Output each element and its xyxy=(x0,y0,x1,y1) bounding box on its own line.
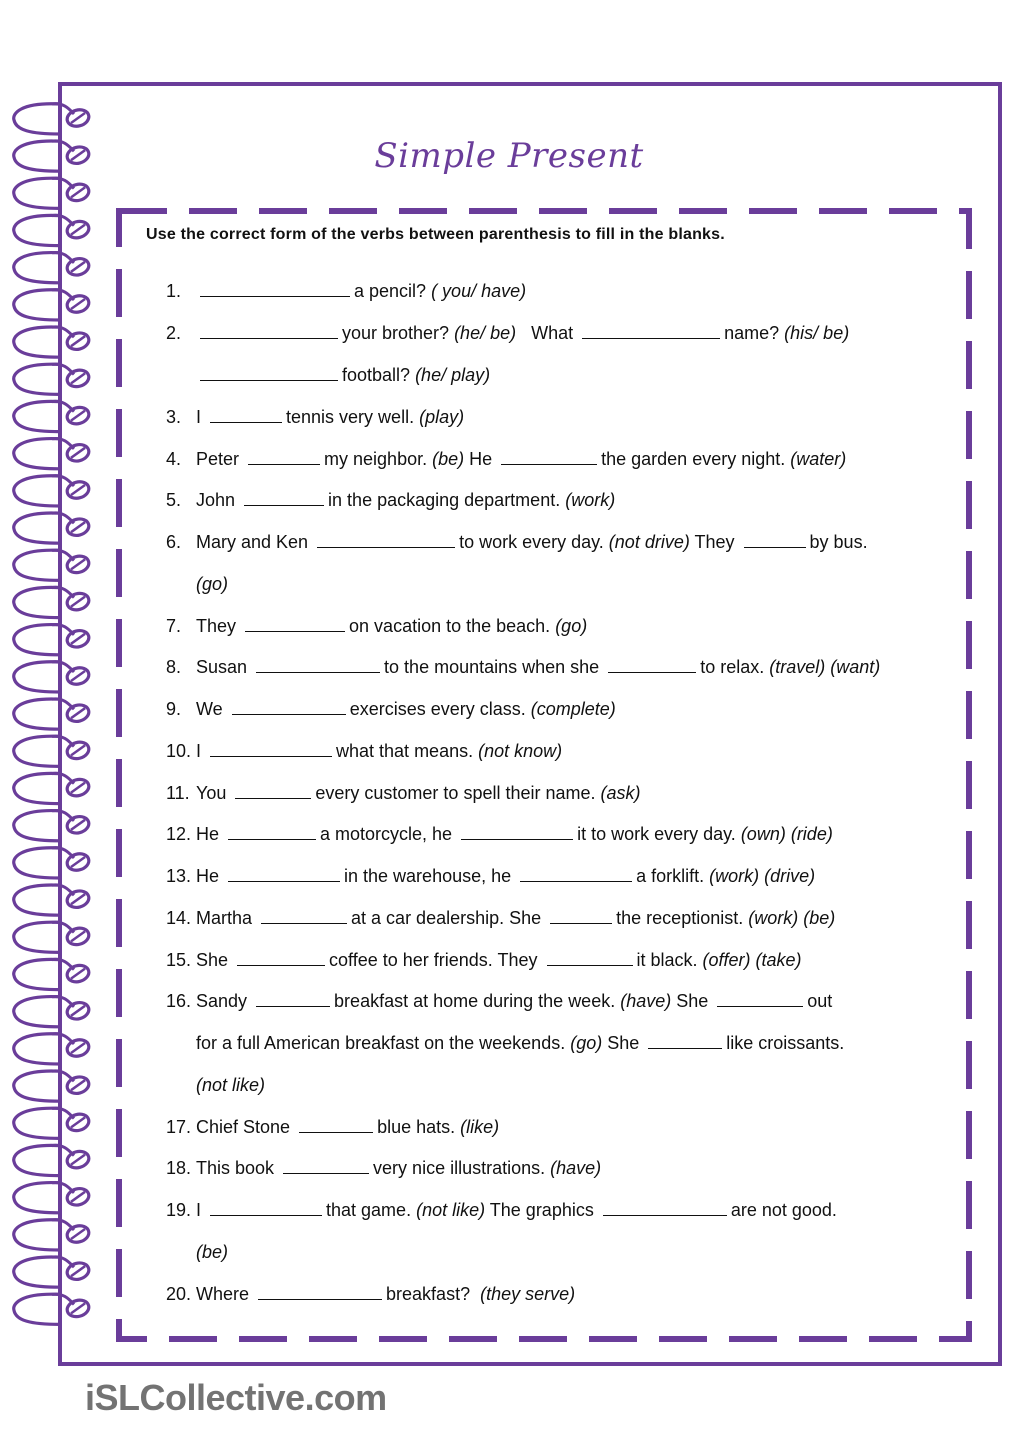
exercise-number: 7. xyxy=(166,616,182,636)
sentence-text: to the mountains when she xyxy=(384,657,605,677)
spiral-loop xyxy=(14,587,60,617)
answer-blank[interactable] xyxy=(550,908,612,924)
sentence-text: a forklift. xyxy=(636,866,710,886)
sentence-text: like croissants. xyxy=(726,1033,845,1053)
spiral-loop xyxy=(14,1183,60,1213)
answer-blank[interactable] xyxy=(200,365,338,381)
spiral-loop xyxy=(14,290,60,320)
instructions: Use the correct form of the verbs between parenthesis to fill in the blanks. xyxy=(146,226,725,243)
answer-blank[interactable] xyxy=(261,908,347,924)
verb-hint: (like) xyxy=(460,1117,500,1137)
verb-hint: (work) (be) xyxy=(748,908,836,928)
exercise-item xyxy=(166,656,880,678)
answer-blank[interactable] xyxy=(717,991,803,1007)
verb-hint: (his/ be) xyxy=(784,323,850,343)
spiral-loop xyxy=(14,885,60,915)
spiral-loop xyxy=(14,550,60,580)
verb-hint: (go) xyxy=(196,574,229,594)
verb-hint: (he/ be) xyxy=(454,323,517,343)
sentence-text: blue hats. xyxy=(377,1117,461,1137)
sentence-text: to work every day. xyxy=(459,532,609,552)
answer-blank[interactable] xyxy=(256,657,380,673)
answer-blank[interactable] xyxy=(258,1284,382,1300)
sentence-text: Chief Stone xyxy=(196,1117,296,1137)
exercise-number: 18. xyxy=(166,1158,192,1178)
spiral-loop xyxy=(14,1034,60,1064)
sentence-text: out xyxy=(807,991,833,1011)
exercise-number: 3. xyxy=(166,407,182,427)
verb-hint: (not like) xyxy=(196,1075,266,1095)
sentence-text: What xyxy=(516,323,579,343)
spiral-loop xyxy=(14,1108,60,1138)
spiral-loop xyxy=(14,625,60,655)
sentence-text: This book xyxy=(196,1158,280,1178)
sentence-text: football? xyxy=(342,365,416,385)
sentence-text: it black. xyxy=(636,950,703,970)
spiral-loop xyxy=(14,327,60,357)
verb-hint: (he/ play) xyxy=(415,365,491,385)
exercise-number: 6. xyxy=(166,532,182,552)
spiral-loop xyxy=(14,699,60,729)
exercise-item xyxy=(166,531,868,553)
exercise-item xyxy=(166,448,846,470)
exercise-number: 16. xyxy=(166,991,192,1011)
sentence-text: He xyxy=(464,449,498,469)
spiral-loop xyxy=(14,811,60,841)
exercise-item xyxy=(166,1199,837,1221)
verb-hint: (ask) xyxy=(600,783,641,803)
exercise-item xyxy=(166,990,832,1012)
exercise-item-continuation xyxy=(196,1074,265,1096)
sentence-text: on vacation to the beach. xyxy=(349,616,556,636)
answer-blank[interactable] xyxy=(200,323,338,339)
sentence-text: They xyxy=(196,616,242,636)
exercise-item xyxy=(166,949,802,971)
sentence-text: every customer to spell their name. xyxy=(315,783,601,803)
exercise-item xyxy=(166,698,616,720)
answer-blank[interactable] xyxy=(520,866,632,882)
sentence-text: by bus. xyxy=(809,532,868,552)
verb-hint: (go) xyxy=(555,616,588,636)
verb-hint: (they serve) xyxy=(480,1284,576,1304)
exercise-item xyxy=(166,865,815,887)
sentence-text: what that means. xyxy=(336,741,479,761)
exercise-number: 1. xyxy=(166,281,182,301)
spiral-loop xyxy=(14,848,60,878)
answer-blank[interactable] xyxy=(317,532,455,548)
spiral-loop xyxy=(14,997,60,1027)
sentence-text: Susan xyxy=(196,657,253,677)
spiral-loop xyxy=(14,1294,60,1324)
verb-hint: (complete) xyxy=(530,699,616,719)
exercise-item xyxy=(166,1116,499,1138)
verb-hint: (have) xyxy=(550,1158,602,1178)
verb-hint: (travel) (want) xyxy=(769,657,881,677)
answer-blank[interactable] xyxy=(608,657,696,673)
verb-hint: (not drive) xyxy=(608,532,690,552)
spiral-loop xyxy=(14,178,60,208)
spiral-loop xyxy=(14,662,60,692)
exercise-number: 10. xyxy=(166,741,192,761)
exercise-item xyxy=(166,406,464,428)
answer-blank[interactable] xyxy=(228,866,340,882)
spiral-loop xyxy=(14,476,60,506)
exercise-item xyxy=(166,907,835,929)
spiral-loop xyxy=(14,253,60,283)
sentence-text: name? xyxy=(724,323,785,343)
sentence-text: are not good. xyxy=(730,1200,837,1220)
sentence-text: Sandy xyxy=(196,991,253,1011)
sentence-text: the garden every night. xyxy=(601,449,791,469)
sentence-text: to relax. xyxy=(700,657,770,677)
exercise-number: 11. xyxy=(166,783,190,803)
spiral-loop xyxy=(14,1220,60,1250)
spiral-loop xyxy=(14,364,60,394)
answer-blank[interactable] xyxy=(582,323,720,339)
sentence-text: exercises every class. xyxy=(349,699,531,719)
verb-hint: (own) (ride) xyxy=(740,824,833,844)
sentence-text: a motorcycle, he xyxy=(320,824,458,844)
sentence-text: The graphics xyxy=(485,1200,599,1220)
sentence-text: Martha xyxy=(196,908,258,928)
exercise-item xyxy=(166,280,526,302)
sentence-text: We xyxy=(196,699,228,719)
spiral-loop xyxy=(14,1257,60,1287)
exercise-number: 13. xyxy=(166,866,192,886)
exercise-number: 19. xyxy=(166,1200,192,1220)
spiral-loop xyxy=(14,773,60,803)
sentence-text: I xyxy=(196,407,207,427)
spiral-loop xyxy=(14,959,60,989)
sentence-text: the receptionist. xyxy=(616,908,749,928)
verb-hint: ( you/ have) xyxy=(431,281,527,301)
answer-blank[interactable] xyxy=(237,950,325,966)
verb-hint: (play) xyxy=(419,407,465,427)
answer-blank[interactable] xyxy=(256,991,330,1007)
sentence-text: your brother? xyxy=(342,323,455,343)
answer-blank[interactable] xyxy=(283,1158,369,1174)
answer-blank[interactable] xyxy=(603,1200,727,1216)
sentence-text: very nice illustrations. xyxy=(373,1158,551,1178)
verb-hint: (not know) xyxy=(478,741,563,761)
spiral-loop xyxy=(14,401,60,431)
exercise-item xyxy=(166,489,615,511)
sentence-text: breakfast at home during the week. xyxy=(334,991,621,1011)
answer-blank[interactable] xyxy=(648,1033,722,1049)
sentence-text: He xyxy=(196,824,225,844)
spiral-loop xyxy=(14,215,60,245)
spiral-loop xyxy=(14,922,60,952)
sentence-text: breakfast? xyxy=(386,1284,481,1304)
sentence-text: that game. xyxy=(326,1200,417,1220)
answer-blank[interactable] xyxy=(248,449,320,465)
sentence-text: She xyxy=(196,950,234,970)
exercise-item-continuation xyxy=(196,1032,844,1054)
sentence-text: Peter xyxy=(196,449,245,469)
exercise-item xyxy=(166,740,562,762)
exercise-number: 17. xyxy=(166,1117,192,1137)
sentence-text: in the packaging department. xyxy=(328,490,566,510)
spiral-loop xyxy=(14,736,60,766)
sentence-text: She xyxy=(671,991,714,1011)
spiral-loop xyxy=(14,1145,60,1175)
sentence-text: He xyxy=(196,866,225,886)
verb-hint: (offer) (take) xyxy=(702,950,802,970)
verb-hint: (not like) xyxy=(416,1200,486,1220)
exercise-item xyxy=(166,615,587,637)
answer-blank[interactable] xyxy=(245,616,345,632)
sentence-text: I xyxy=(196,741,207,761)
verb-hint: (go) xyxy=(570,1033,603,1053)
sentence-text: it to work every day. xyxy=(577,824,741,844)
verb-hint: (be) xyxy=(196,1242,229,1262)
spiral-loop xyxy=(14,513,60,543)
answer-blank[interactable] xyxy=(501,449,597,465)
worksheet-title: Simple Present xyxy=(374,136,644,176)
answer-blank[interactable] xyxy=(461,824,573,840)
sentence-text: at a car dealership. She xyxy=(351,908,547,928)
answer-blank[interactable] xyxy=(210,741,332,757)
spiral-loop xyxy=(14,1071,60,1101)
verb-hint: (be) xyxy=(432,449,465,469)
exercise-number: 15. xyxy=(166,950,192,970)
spiral-loop xyxy=(14,439,60,469)
sentence-text: my neighbor. xyxy=(324,449,433,469)
answer-blank[interactable] xyxy=(232,699,346,715)
exercise-number: 14. xyxy=(166,908,192,928)
exercise-number: 2. xyxy=(166,323,182,343)
answer-blank[interactable] xyxy=(744,532,806,548)
sentence-text: for a full American breakfast on the weekends. xyxy=(196,1033,571,1053)
exercise-number: 20. xyxy=(166,1284,192,1304)
verb-hint: (work) (drive) xyxy=(709,866,816,886)
exercise-item xyxy=(166,782,641,804)
spiral-loop xyxy=(14,104,60,134)
sentence-text: They xyxy=(689,532,740,552)
answer-blank[interactable] xyxy=(210,407,282,423)
verb-hint: (water) xyxy=(790,449,847,469)
sentence-text: in the warehouse, he xyxy=(344,866,517,886)
exercise-item xyxy=(166,1157,601,1179)
exercise-number: 4. xyxy=(166,449,182,469)
answer-blank[interactable] xyxy=(235,783,311,799)
answer-blank[interactable] xyxy=(200,281,350,297)
exercise-number: 12. xyxy=(166,824,192,844)
exercise-item-continuation xyxy=(196,364,490,386)
exercise-item-continuation xyxy=(196,573,228,595)
exercise-number: 8. xyxy=(166,657,182,677)
answer-blank[interactable] xyxy=(228,824,316,840)
answer-blank[interactable] xyxy=(210,1200,322,1216)
exercise-item xyxy=(166,823,833,845)
exercise-item-continuation xyxy=(196,1241,228,1263)
verb-hint: (have) xyxy=(620,991,672,1011)
sentence-text: John xyxy=(196,490,241,510)
sentence-text: Where xyxy=(196,1284,255,1304)
answer-blank[interactable] xyxy=(547,950,633,966)
exercise-number: 5. xyxy=(166,490,182,510)
sentence-text: a pencil? xyxy=(354,281,432,301)
exercise-item xyxy=(166,322,849,344)
verb-hint: (work) xyxy=(565,490,616,510)
exercise-item xyxy=(166,1283,575,1305)
sentence-text: I xyxy=(196,1200,207,1220)
sentence-text: coffee to her friends. They xyxy=(329,950,543,970)
sentence-text: Mary and Ken xyxy=(196,532,314,552)
sentence-text: She xyxy=(602,1033,645,1053)
answer-blank[interactable] xyxy=(299,1117,373,1133)
answer-blank[interactable] xyxy=(244,490,324,506)
exercise-number: 9. xyxy=(166,699,182,719)
sentence-text: You xyxy=(196,783,232,803)
sentence-text: tennis very well. xyxy=(286,407,420,427)
watermark-logo: iSLCollective.com xyxy=(85,1377,387,1418)
